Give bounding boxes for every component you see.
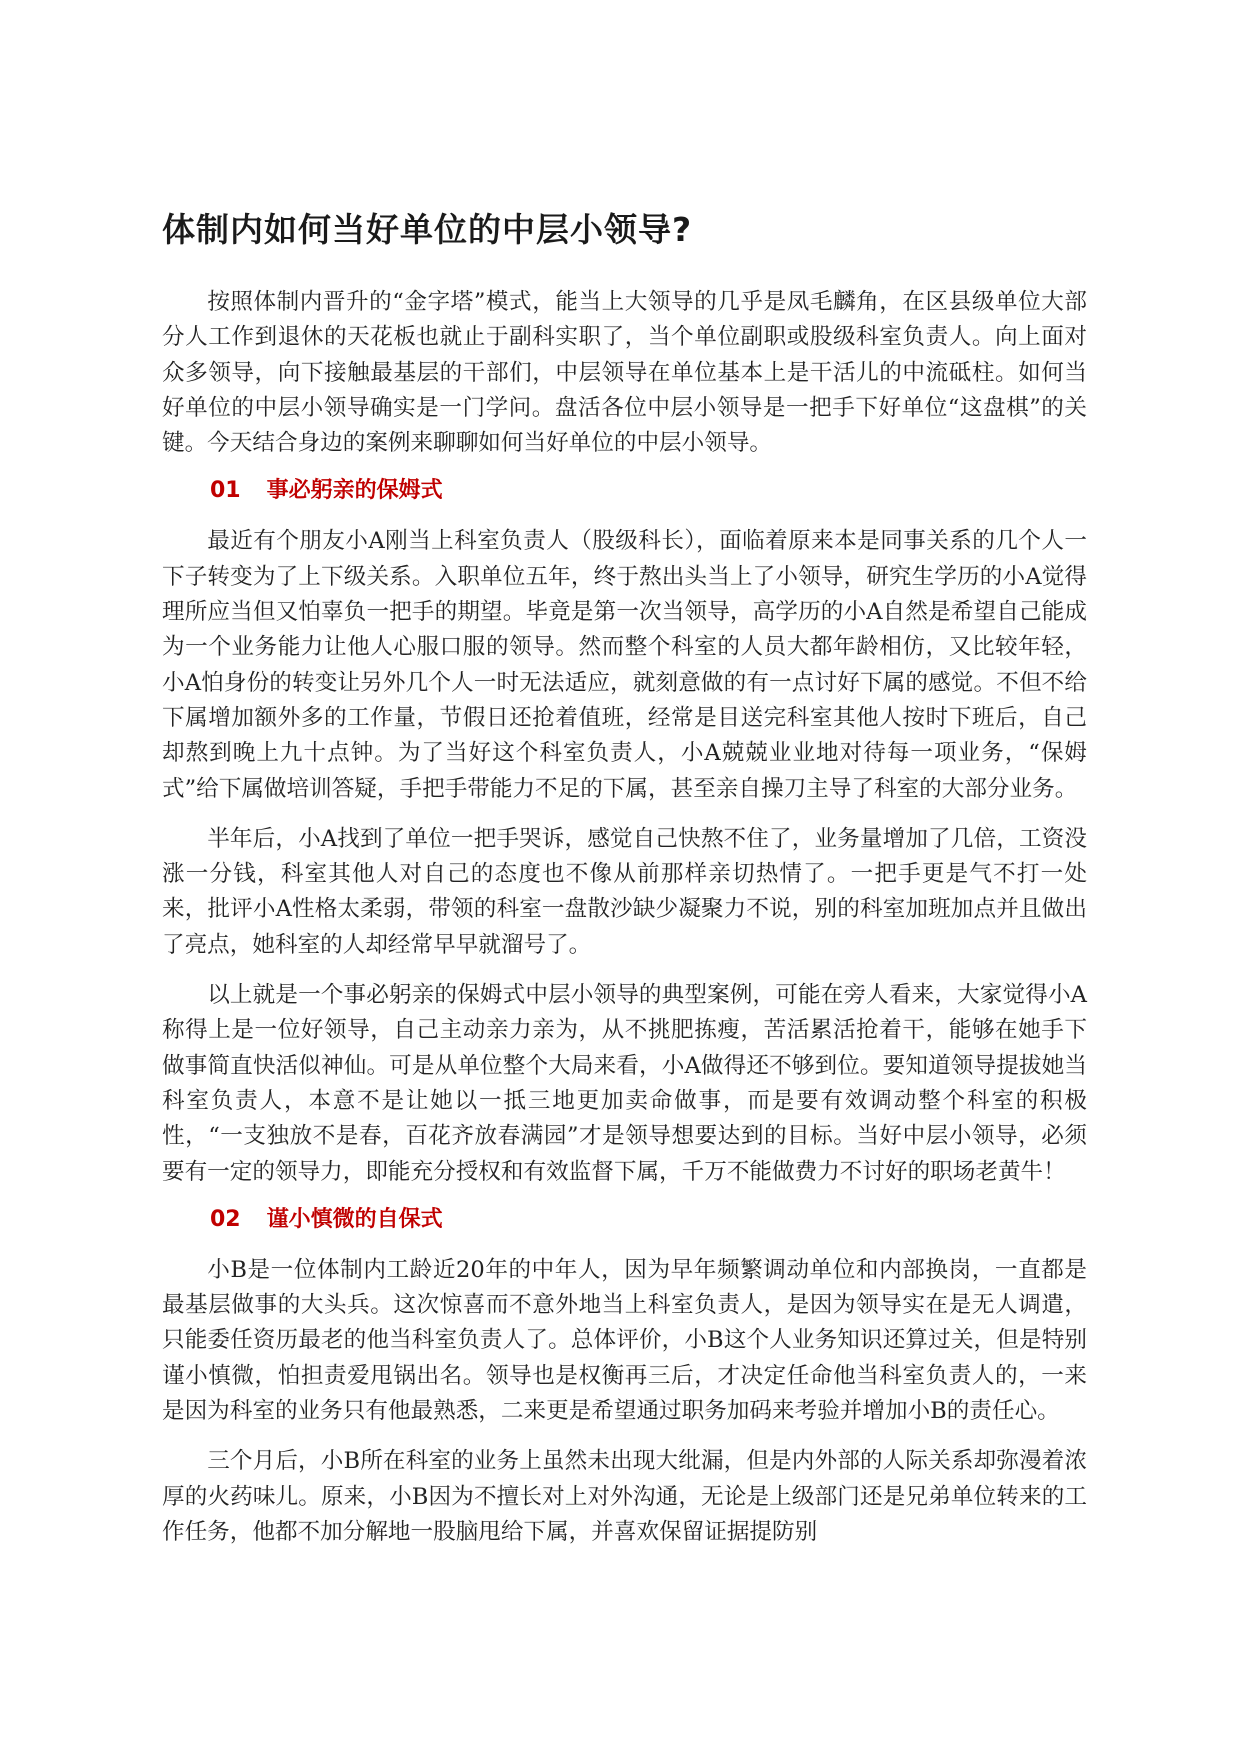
intro-paragraph: 按照体制内晋升的“金字塔”模式，能当上大领导的几乎是凤毛麟角，在区县级单位大部分人工作到退休的天花板也就止于副科实职了，当个单位副职或股级科室负责人。向上面对众多领导，向下接触最基层的干部们，中层领导在单位基本上是干活儿的中流砥柱。如何当好单位的中层小领导确实是一门学问。盘活各位中层小领导是一把手下好单位“这盘棋”的关键。今天结合身边的案例来聊聊如何当好单位的中层小领导。 xyxy=(162,289,1087,457)
body-paragraph: 半年后，小A找到了单位一把手哭诉，感觉自己快熬不住了，业务量增加了几倍，工资没涨一分钱，科室其他人对自己的态度也不像从前那样亲切热情了。一把手更是气不打一处来，批评小A性格太柔弱，带领的科室一盘散沙缺少凝聚力不说，别的科室加班加点并且做出了亮点，她科室的人却经常早早就溜号了。 xyxy=(162,825,1087,958)
body-paragraph: 以上就是一个事必躬亲的保姆式中层小领导的典型案例，可能在旁人看来，大家觉得小A称得上是一位好领导，自己主动亲力亲为，从不挑肥拣瘦，苦活累活抢着干，能够在她手下做事简直快活似神仙。可是从单位整个大局来看，小A做得还不够到位。要知道领导提拔她当科室负责人，本意不是让她以一抵三地更加卖命做事，而是要有效调动整个科室的积极性，“一支独放不是春，百花齐放春满园”才是领导想要达到的目标。当好中层小领导，必须要有一定的领导力，即能充分授权和有效监督下属，千万不能做费力不讨好的职场老黄牛！ xyxy=(162,982,1087,1185)
body-paragraph: 最近有个朋友小A刚当上科室负责人（股级科长），面临着原来本是同事关系的几个人一下子转变为了上下级关系。入职单位五年，终于熬出头当上了小领导，研究生学历的小A觉得理所应当但又怕辜负一把手的期望。毕竟是第一次当领导，高学历的小A自然是希望自己能成为一个业务能力让他人心服口服的领导。然而整个科室的人员大都年龄相仿，又比较年轻，小A怕身份的转变让另外几个人一时无法适应，就刻意做的有一点讨好下属的感觉。不但不给下属增加额外多的工作量，节假日还抢着值班，经常是目送完科室其他人按时下班后，自己却熬到晚上九十点钟。为了当好这个科室负责人，小A兢兢业业地对待每一项业务，“保姆式”给下属做培训答疑，手把手带能力不足的下属，甚至亲自操刀主导了科室的大部分业务。 xyxy=(162,528,1087,802)
section-title: 事必躬亲的保姆式 xyxy=(266,478,443,504)
document-page xyxy=(162,205,1087,1565)
section-number: 01 xyxy=(210,478,241,504)
body-paragraph: 小B是一位体制内工龄近20年的中年人，因为早年频繁调动单位和内部换岗，一直都是最基层做事的大头兵。这次惊喜而不意外地当上科室负责人，是因为领导实在是无人调遣，只能委任资历最老的他当科室负责人了。总体评价，小B这个人业务知识还算过关，但是特别谨小慎微，怕担责爱甩锅出名。领导也是权衡再三后，才决定任命他当科室负责人的，一来是因为科室的业务只有他最熟悉，二来更是希望通过职务加码来考验并增加小B的责任心。 xyxy=(162,1256,1087,1425)
body-paragraph: 三个月后，小B所在科室的业务上虽然未出现大纰漏，但是内外部的人际关系却弥漫着浓厚的火药味儿。原来，小B因为不擅长对上对外沟通，无论是上级部门还是兄弟单位转来的工作任务，他都不加分解地一股脑甩给下属，并喜欢保留证据提防别 xyxy=(162,1448,1087,1545)
section-heading-02 xyxy=(210,1205,1087,1235)
article-title: 体制内如何当好单位的中层小领导? xyxy=(162,210,693,249)
section-title: 谨小慎微的自保式 xyxy=(266,1206,443,1232)
section-number: 02 xyxy=(210,1206,241,1232)
section-heading-01 xyxy=(210,476,1087,506)
